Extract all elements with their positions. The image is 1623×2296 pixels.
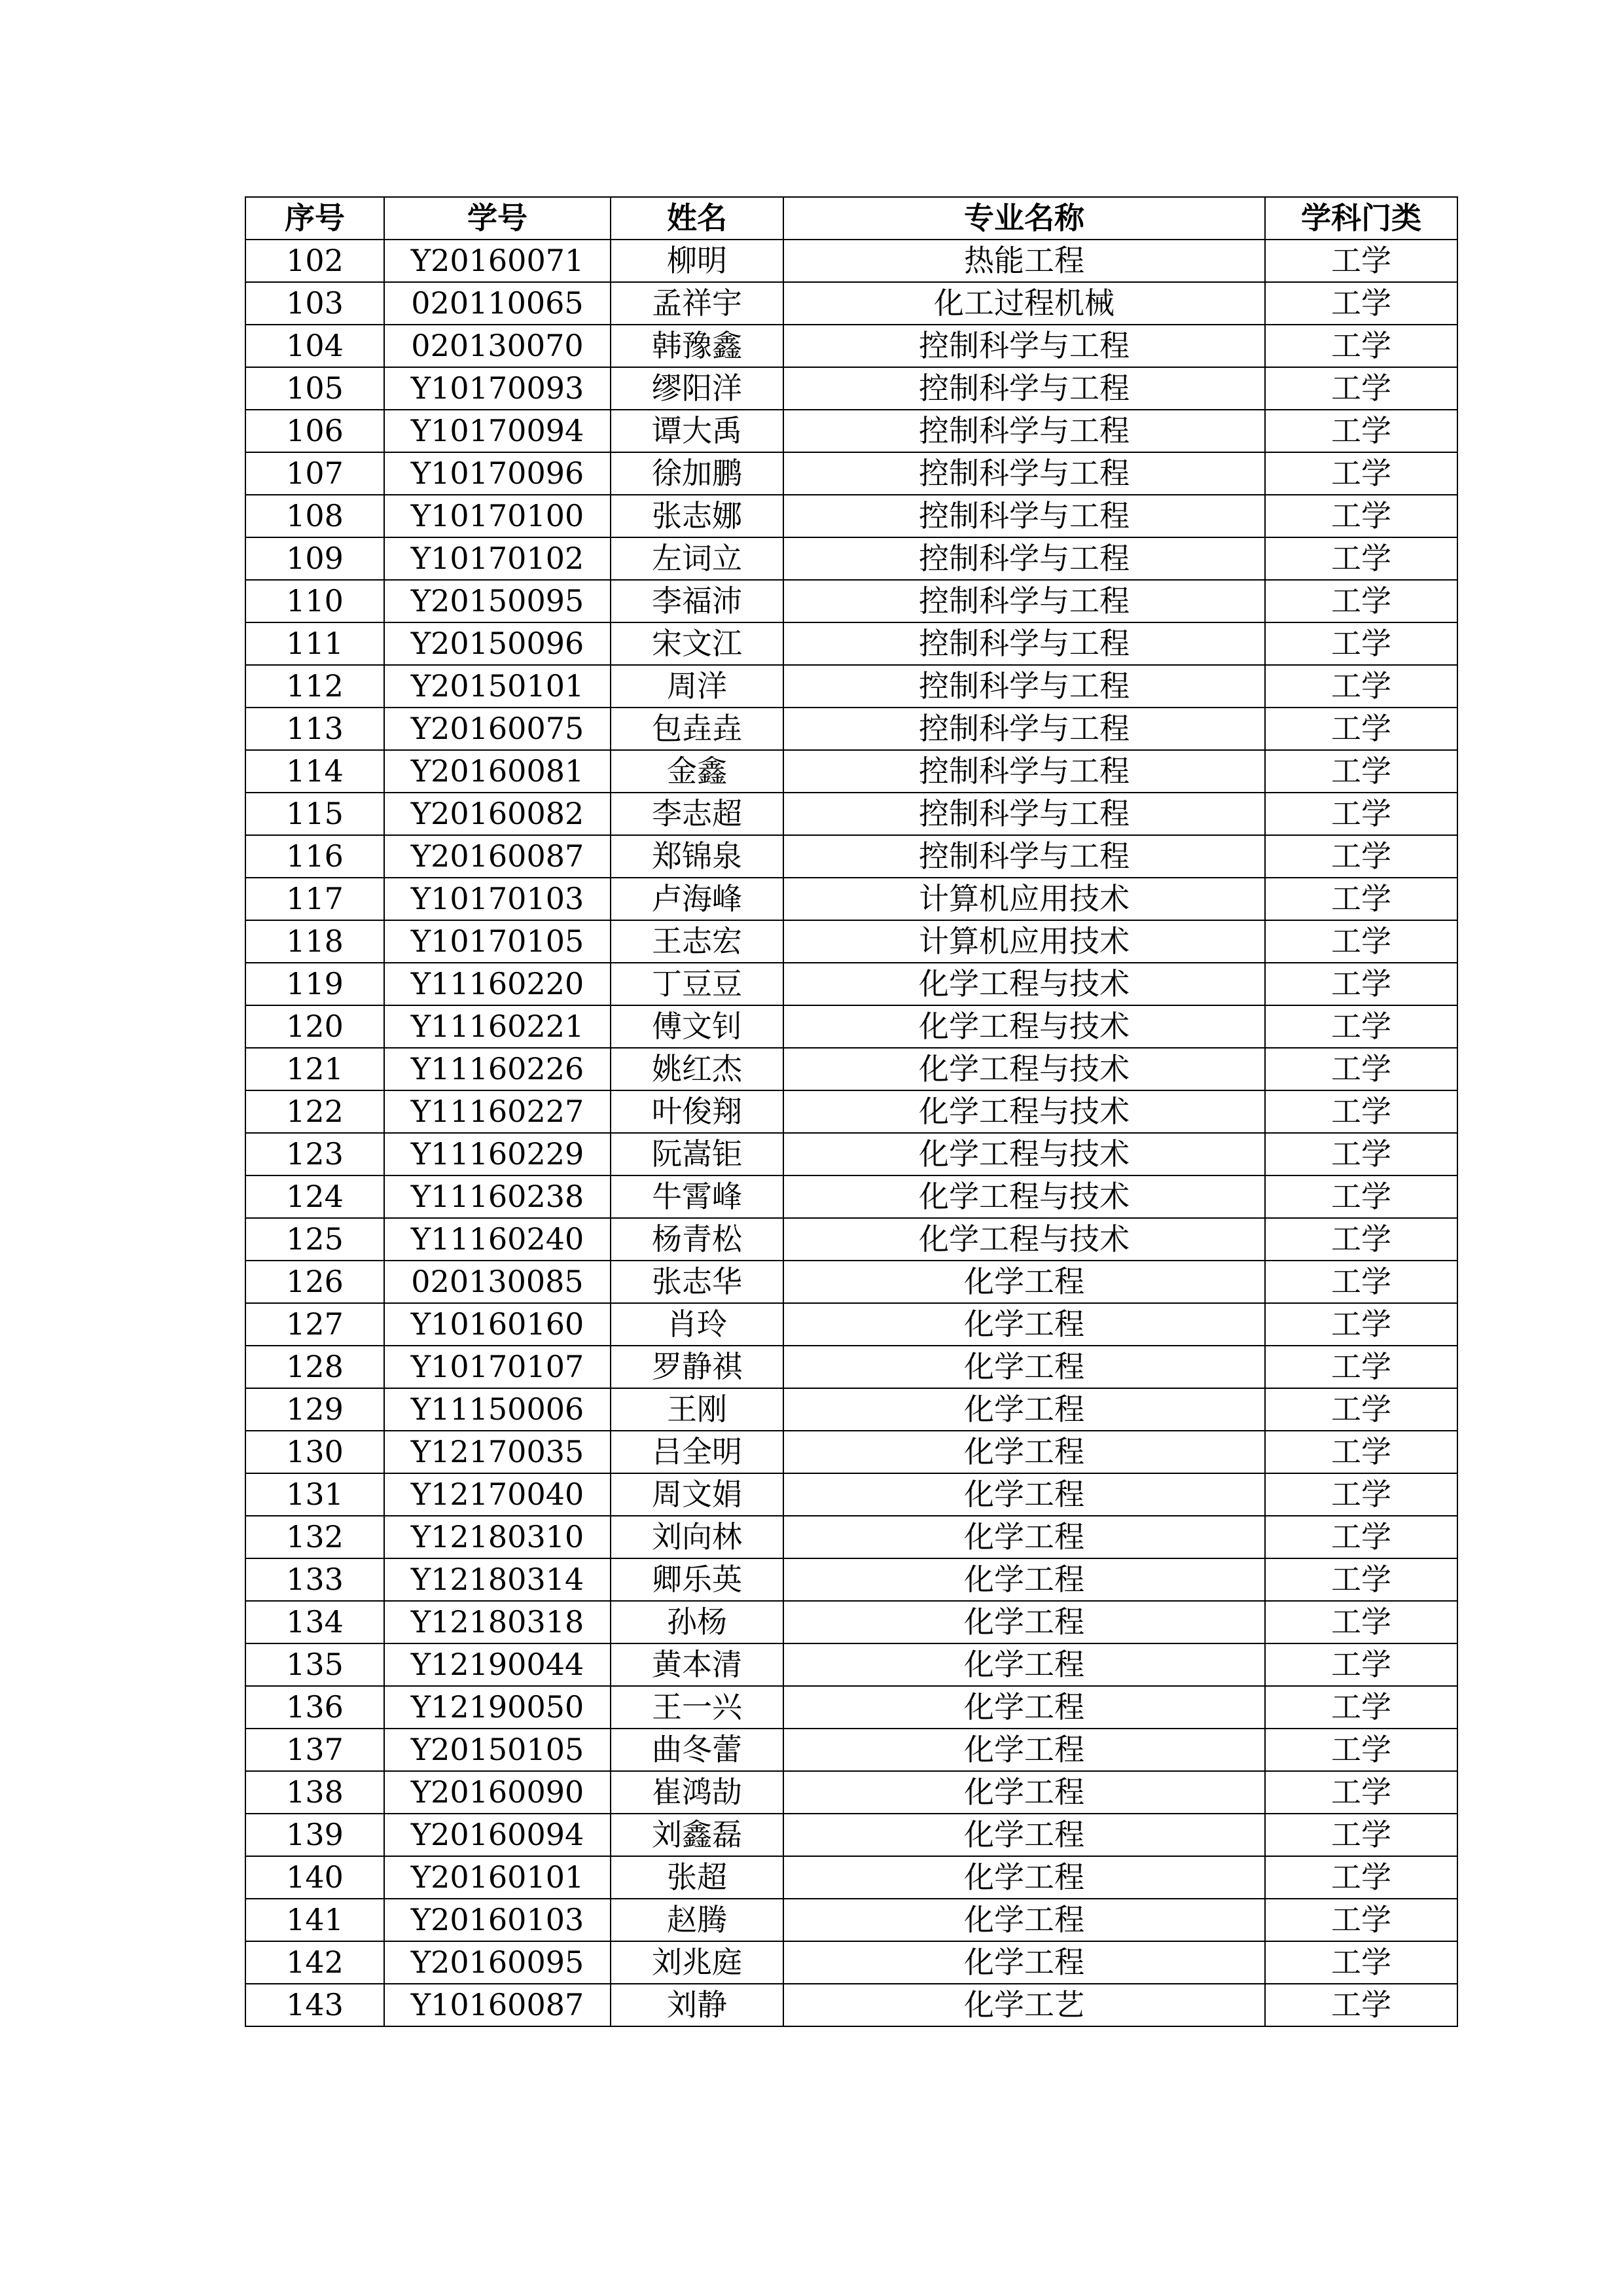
table-row xyxy=(245,1558,1457,1601)
cell-major: 化学工程与技术 xyxy=(783,1218,1265,1261)
cell-student-id: Y11160226 xyxy=(384,1048,611,1090)
table-row xyxy=(245,1984,1457,2026)
cell-major: 计算机应用技术 xyxy=(783,878,1265,920)
cell-category: 工学 xyxy=(1265,1814,1457,1856)
cell-category: 工学 xyxy=(1265,1643,1457,1686)
cell-seq: 122 xyxy=(245,1090,384,1133)
cell-name: 周洋 xyxy=(611,665,783,708)
cell-student-id: Y20150101 xyxy=(384,665,611,708)
cell-category: 工学 xyxy=(1265,963,1457,1005)
table-row xyxy=(245,1814,1457,1856)
cell-major: 化学工程 xyxy=(783,1729,1265,1771)
cell-name: 丁豆豆 xyxy=(611,963,783,1005)
cell-student-id: Y10170093 xyxy=(384,367,611,410)
cell-name: 孙杨 xyxy=(611,1601,783,1643)
cell-seq: 124 xyxy=(245,1175,384,1218)
cell-category: 工学 xyxy=(1265,878,1457,920)
table-row xyxy=(245,963,1457,1005)
table-row xyxy=(245,325,1457,367)
table-row xyxy=(245,1133,1457,1175)
cell-name: 郑锦泉 xyxy=(611,835,783,878)
cell-student-id: Y20160071 xyxy=(384,240,611,282)
cell-student-id: Y20150105 xyxy=(384,1729,611,1771)
cell-seq: 138 xyxy=(245,1771,384,1814)
table-row xyxy=(245,1218,1457,1261)
cell-name: 缪阳洋 xyxy=(611,367,783,410)
cell-major: 控制科学与工程 xyxy=(783,793,1265,835)
cell-major: 控制科学与工程 xyxy=(783,580,1265,622)
cell-category: 工学 xyxy=(1265,1175,1457,1218)
cell-major: 控制科学与工程 xyxy=(783,665,1265,708)
cell-category: 工学 xyxy=(1265,1133,1457,1175)
cell-name: 韩豫鑫 xyxy=(611,325,783,367)
cell-major: 控制科学与工程 xyxy=(783,750,1265,793)
cell-major: 化学工程与技术 xyxy=(783,1175,1265,1218)
cell-category: 工学 xyxy=(1265,708,1457,750)
cell-name: 王一兴 xyxy=(611,1686,783,1729)
cell-name: 曲冬蕾 xyxy=(611,1729,783,1771)
cell-seq: 127 xyxy=(245,1303,384,1346)
table-row xyxy=(245,1729,1457,1771)
cell-category: 工学 xyxy=(1265,282,1457,325)
cell-name: 卿乐英 xyxy=(611,1558,783,1601)
cell-seq: 132 xyxy=(245,1516,384,1558)
table-row xyxy=(245,1048,1457,1090)
cell-student-id: Y10170094 xyxy=(384,410,611,452)
cell-seq: 135 xyxy=(245,1643,384,1686)
cell-seq: 112 xyxy=(245,665,384,708)
cell-seq: 108 xyxy=(245,495,384,537)
cell-major: 化学工程 xyxy=(783,1558,1265,1601)
cell-major: 化学工程 xyxy=(783,1941,1265,1984)
table-row xyxy=(245,1856,1457,1899)
table-row xyxy=(245,708,1457,750)
student-list-table xyxy=(245,196,1458,2027)
cell-category: 工学 xyxy=(1265,537,1457,580)
cell-category: 工学 xyxy=(1265,1856,1457,1899)
cell-seq: 142 xyxy=(245,1941,384,1984)
cell-major: 化学工程 xyxy=(783,1814,1265,1856)
cell-student-id: Y20160095 xyxy=(384,1941,611,1984)
header-category: 学科门类 xyxy=(1265,197,1457,240)
table-row xyxy=(245,1261,1457,1303)
cell-student-id: Y20160101 xyxy=(384,1856,611,1899)
cell-category: 工学 xyxy=(1265,1558,1457,1601)
cell-major: 化学工程 xyxy=(783,1771,1265,1814)
cell-major: 控制科学与工程 xyxy=(783,452,1265,495)
cell-major: 化学工程 xyxy=(783,1431,1265,1473)
cell-category: 工学 xyxy=(1265,1261,1457,1303)
cell-major: 化学工艺 xyxy=(783,1984,1265,2026)
cell-category: 工学 xyxy=(1265,1771,1457,1814)
table-row xyxy=(245,452,1457,495)
cell-major: 化学工程与技术 xyxy=(783,1005,1265,1048)
cell-category: 工学 xyxy=(1265,1431,1457,1473)
cell-student-id: Y20160103 xyxy=(384,1899,611,1941)
cell-seq: 139 xyxy=(245,1814,384,1856)
cell-major: 控制科学与工程 xyxy=(783,325,1265,367)
cell-student-id: Y20160075 xyxy=(384,708,611,750)
cell-student-id: Y11150006 xyxy=(384,1388,611,1431)
cell-seq: 118 xyxy=(245,920,384,963)
cell-name: 黄本清 xyxy=(611,1643,783,1686)
cell-category: 工学 xyxy=(1265,240,1457,282)
cell-name: 崔鸿劼 xyxy=(611,1771,783,1814)
cell-category: 工学 xyxy=(1265,410,1457,452)
cell-name: 阮嵩钜 xyxy=(611,1133,783,1175)
cell-student-id: Y10160087 xyxy=(384,1984,611,2026)
cell-name: 周文娟 xyxy=(611,1473,783,1516)
cell-student-id: Y10170102 xyxy=(384,537,611,580)
table-row xyxy=(245,835,1457,878)
cell-seq: 133 xyxy=(245,1558,384,1601)
cell-student-id: 020130085 xyxy=(384,1261,611,1303)
cell-seq: 137 xyxy=(245,1729,384,1771)
cell-seq: 110 xyxy=(245,580,384,622)
cell-seq: 105 xyxy=(245,367,384,410)
cell-seq: 109 xyxy=(245,537,384,580)
header-name: 姓名 xyxy=(611,197,783,240)
cell-category: 工学 xyxy=(1265,1899,1457,1941)
cell-seq: 134 xyxy=(245,1601,384,1643)
cell-student-id: Y11160221 xyxy=(384,1005,611,1048)
cell-major: 化学工程 xyxy=(783,1388,1265,1431)
cell-category: 工学 xyxy=(1265,1303,1457,1346)
cell-name: 罗静祺 xyxy=(611,1346,783,1388)
table-row xyxy=(245,750,1457,793)
cell-major: 化学工程 xyxy=(783,1261,1265,1303)
cell-student-id: Y12180314 xyxy=(384,1558,611,1601)
table-row xyxy=(245,537,1457,580)
cell-major: 化学工程 xyxy=(783,1856,1265,1899)
cell-seq: 129 xyxy=(245,1388,384,1431)
table-body xyxy=(245,240,1457,2026)
cell-name: 刘向林 xyxy=(611,1516,783,1558)
cell-category: 工学 xyxy=(1265,495,1457,537)
cell-student-id: Y20160087 xyxy=(384,835,611,878)
table-row xyxy=(245,1431,1457,1473)
cell-category: 工学 xyxy=(1265,1346,1457,1388)
table-row xyxy=(245,1601,1457,1643)
cell-student-id: Y12170040 xyxy=(384,1473,611,1516)
cell-name: 张超 xyxy=(611,1856,783,1899)
table-row xyxy=(245,282,1457,325)
cell-category: 工学 xyxy=(1265,580,1457,622)
cell-category: 工学 xyxy=(1265,1516,1457,1558)
cell-major: 化学工程 xyxy=(783,1516,1265,1558)
cell-major: 化学工程与技术 xyxy=(783,1048,1265,1090)
cell-category: 工学 xyxy=(1265,1686,1457,1729)
cell-seq: 130 xyxy=(245,1431,384,1473)
cell-major: 化学工程与技术 xyxy=(783,963,1265,1005)
cell-category: 工学 xyxy=(1265,1941,1457,1984)
cell-seq: 141 xyxy=(245,1899,384,1941)
cell-major: 化学工程 xyxy=(783,1643,1265,1686)
cell-name: 张志华 xyxy=(611,1261,783,1303)
cell-major: 控制科学与工程 xyxy=(783,622,1265,665)
header-seq: 序号 xyxy=(245,197,384,240)
cell-category: 工学 xyxy=(1265,1601,1457,1643)
cell-major: 控制科学与工程 xyxy=(783,410,1265,452)
cell-student-id: Y20150095 xyxy=(384,580,611,622)
cell-seq: 104 xyxy=(245,325,384,367)
cell-seq: 114 xyxy=(245,750,384,793)
cell-name: 赵腾 xyxy=(611,1899,783,1941)
cell-major: 计算机应用技术 xyxy=(783,920,1265,963)
cell-student-id: Y20160090 xyxy=(384,1771,611,1814)
cell-seq: 131 xyxy=(245,1473,384,1516)
cell-student-id: Y11160229 xyxy=(384,1133,611,1175)
cell-name: 卢海峰 xyxy=(611,878,783,920)
cell-seq: 136 xyxy=(245,1686,384,1729)
cell-name: 包垚垚 xyxy=(611,708,783,750)
cell-student-id: Y10170103 xyxy=(384,878,611,920)
cell-name: 孟祥宇 xyxy=(611,282,783,325)
cell-student-id: Y10170105 xyxy=(384,920,611,963)
cell-seq: 120 xyxy=(245,1005,384,1048)
table-row xyxy=(245,1771,1457,1814)
cell-student-id: Y11160238 xyxy=(384,1175,611,1218)
cell-student-id: Y20160081 xyxy=(384,750,611,793)
cell-name: 金鑫 xyxy=(611,750,783,793)
cell-category: 工学 xyxy=(1265,1984,1457,2026)
cell-seq: 125 xyxy=(245,1218,384,1261)
table-row xyxy=(245,1303,1457,1346)
cell-name: 李福沛 xyxy=(611,580,783,622)
cell-student-id: Y12170035 xyxy=(384,1431,611,1473)
cell-major: 控制科学与工程 xyxy=(783,495,1265,537)
cell-name: 牛霄峰 xyxy=(611,1175,783,1218)
table-row xyxy=(245,1941,1457,1984)
table-row xyxy=(245,1346,1457,1388)
cell-name: 王志宏 xyxy=(611,920,783,963)
cell-major: 化学工程 xyxy=(783,1473,1265,1516)
cell-name: 徐加鹏 xyxy=(611,452,783,495)
cell-student-id: 020130070 xyxy=(384,325,611,367)
table-row xyxy=(245,1005,1457,1048)
cell-student-id: 020110065 xyxy=(384,282,611,325)
cell-student-id: Y12190050 xyxy=(384,1686,611,1729)
cell-seq: 126 xyxy=(245,1261,384,1303)
cell-student-id: Y11160227 xyxy=(384,1090,611,1133)
cell-category: 工学 xyxy=(1265,1005,1457,1048)
cell-name: 肖玲 xyxy=(611,1303,783,1346)
cell-major: 热能工程 xyxy=(783,240,1265,282)
cell-major: 控制科学与工程 xyxy=(783,537,1265,580)
cell-name: 杨青松 xyxy=(611,1218,783,1261)
cell-category: 工学 xyxy=(1265,452,1457,495)
cell-name: 刘静 xyxy=(611,1984,783,2026)
table-row xyxy=(245,240,1457,282)
cell-student-id: Y10170100 xyxy=(384,495,611,537)
cell-name: 吕全明 xyxy=(611,1431,783,1473)
table-row xyxy=(245,1899,1457,1941)
cell-student-id: Y10170107 xyxy=(384,1346,611,1388)
cell-seq: 106 xyxy=(245,410,384,452)
cell-student-id: Y12190044 xyxy=(384,1643,611,1686)
cell-major: 化工过程机械 xyxy=(783,282,1265,325)
cell-seq: 117 xyxy=(245,878,384,920)
cell-seq: 115 xyxy=(245,793,384,835)
cell-major: 化学工程 xyxy=(783,1686,1265,1729)
table-row xyxy=(245,1388,1457,1431)
table-row xyxy=(245,920,1457,963)
cell-category: 工学 xyxy=(1265,1473,1457,1516)
cell-student-id: Y12180318 xyxy=(384,1601,611,1643)
cell-name: 刘兆庭 xyxy=(611,1941,783,1984)
table-row xyxy=(245,410,1457,452)
header-row xyxy=(245,197,1457,240)
cell-category: 工学 xyxy=(1265,1048,1457,1090)
cell-category: 工学 xyxy=(1265,367,1457,410)
cell-student-id: Y20160082 xyxy=(384,793,611,835)
cell-category: 工学 xyxy=(1265,665,1457,708)
cell-category: 工学 xyxy=(1265,622,1457,665)
header-major: 专业名称 xyxy=(783,197,1265,240)
cell-name: 李志超 xyxy=(611,793,783,835)
cell-seq: 121 xyxy=(245,1048,384,1090)
cell-name: 王刚 xyxy=(611,1388,783,1431)
cell-category: 工学 xyxy=(1265,1729,1457,1771)
table-row xyxy=(245,1643,1457,1686)
cell-major: 化学工程 xyxy=(783,1303,1265,1346)
cell-category: 工学 xyxy=(1265,920,1457,963)
cell-seq: 107 xyxy=(245,452,384,495)
cell-seq: 128 xyxy=(245,1346,384,1388)
table-row xyxy=(245,1686,1457,1729)
cell-name: 左词立 xyxy=(611,537,783,580)
cell-seq: 140 xyxy=(245,1856,384,1899)
table-row xyxy=(245,793,1457,835)
cell-seq: 111 xyxy=(245,622,384,665)
cell-major: 控制科学与工程 xyxy=(783,367,1265,410)
cell-major: 化学工程 xyxy=(783,1346,1265,1388)
cell-name: 谭大禹 xyxy=(611,410,783,452)
table-row xyxy=(245,580,1457,622)
cell-student-id: Y11160220 xyxy=(384,963,611,1005)
table-row xyxy=(245,495,1457,537)
cell-category: 工学 xyxy=(1265,1218,1457,1261)
cell-major: 控制科学与工程 xyxy=(783,708,1265,750)
table-row xyxy=(245,1473,1457,1516)
cell-seq: 119 xyxy=(245,963,384,1005)
cell-name: 叶俊翔 xyxy=(611,1090,783,1133)
cell-seq: 102 xyxy=(245,240,384,282)
cell-category: 工学 xyxy=(1265,1388,1457,1431)
cell-name: 张志娜 xyxy=(611,495,783,537)
table-row xyxy=(245,1090,1457,1133)
table-row xyxy=(245,878,1457,920)
cell-student-id: Y10170096 xyxy=(384,452,611,495)
cell-student-id: Y11160240 xyxy=(384,1218,611,1261)
table-row xyxy=(245,1175,1457,1218)
cell-category: 工学 xyxy=(1265,325,1457,367)
cell-name: 刘鑫磊 xyxy=(611,1814,783,1856)
cell-category: 工学 xyxy=(1265,750,1457,793)
cell-name: 宋文江 xyxy=(611,622,783,665)
table-row xyxy=(245,622,1457,665)
cell-category: 工学 xyxy=(1265,835,1457,878)
header-student-id: 学号 xyxy=(384,197,611,240)
cell-student-id: Y20150096 xyxy=(384,622,611,665)
cell-student-id: Y12180310 xyxy=(384,1516,611,1558)
cell-name: 姚红杰 xyxy=(611,1048,783,1090)
cell-name: 傅文钊 xyxy=(611,1005,783,1048)
cell-category: 工学 xyxy=(1265,1090,1457,1133)
cell-major: 控制科学与工程 xyxy=(783,835,1265,878)
cell-seq: 116 xyxy=(245,835,384,878)
table-row xyxy=(245,1516,1457,1558)
cell-major: 化学工程与技术 xyxy=(783,1090,1265,1133)
table-row xyxy=(245,367,1457,410)
cell-category: 工学 xyxy=(1265,793,1457,835)
cell-major: 化学工程 xyxy=(783,1601,1265,1643)
cell-student-id: Y10160160 xyxy=(384,1303,611,1346)
cell-seq: 123 xyxy=(245,1133,384,1175)
table-row xyxy=(245,665,1457,708)
cell-seq: 103 xyxy=(245,282,384,325)
cell-student-id: Y20160094 xyxy=(384,1814,611,1856)
cell-name: 柳明 xyxy=(611,240,783,282)
cell-major: 化学工程与技术 xyxy=(783,1133,1265,1175)
cell-major: 化学工程 xyxy=(783,1899,1265,1941)
cell-seq: 113 xyxy=(245,708,384,750)
cell-seq: 143 xyxy=(245,1984,384,2026)
